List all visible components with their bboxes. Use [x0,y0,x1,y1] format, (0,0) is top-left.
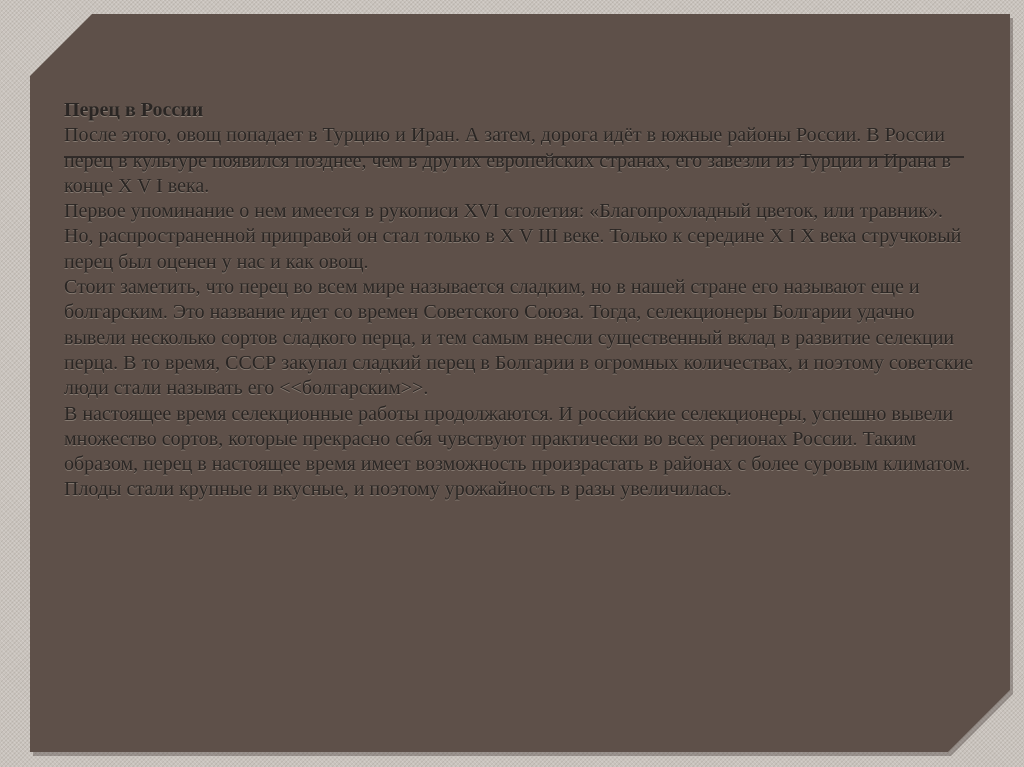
slide-content [64,98,974,503]
slide-title: Перец в России [64,99,204,121]
paragraph-3: Стоит заметить, что перец во всем мире называется сладким, но в нашей стране его называют еще и болгарским. Это название идет со времен Советского Союза. Тогда, селекционеры Болгарии удачно вывели несколько сортов сладкого перца, и тем самым внесли существенный вклад в развитие селекции перца. В то время, СССР закупал сладкий перец в Болгарии в огромных количествах, и поэтому советские люди стали называть его <<болгарским>>. [64,276,974,400]
paragraph-4: В настоящее время селекционные работы продолжаются. И российские селекционеры, успешно вывели множество сортов, которые прекрасно себя чувствуют практически во всех регионах России. Таким образом, перец в настоящее время имеет возможность произрастать в районах с более суровым климатом. Плоды стали крупные и вкусные, и поэтому урожайность в разы увеличилась. [64,402,971,501]
paragraph-1: После этого, овощ попадает в Турцию и Иран. А затем, дорога идёт в южные районы России. В России перец в культуре появился позднее, чем в других европейских странах, его завезли из Турции и Ирана в конце X V I века. [64,124,951,197]
paragraph-2: Первое упоминание о нем имеется в рукописи XVI столетия: «Благопрохладный цветок, или травник». Но, распространенной приправой он стал только в X V III веке. Только к середине X I X века стручковый перец был оценен у нас и как овощ. [64,200,962,273]
